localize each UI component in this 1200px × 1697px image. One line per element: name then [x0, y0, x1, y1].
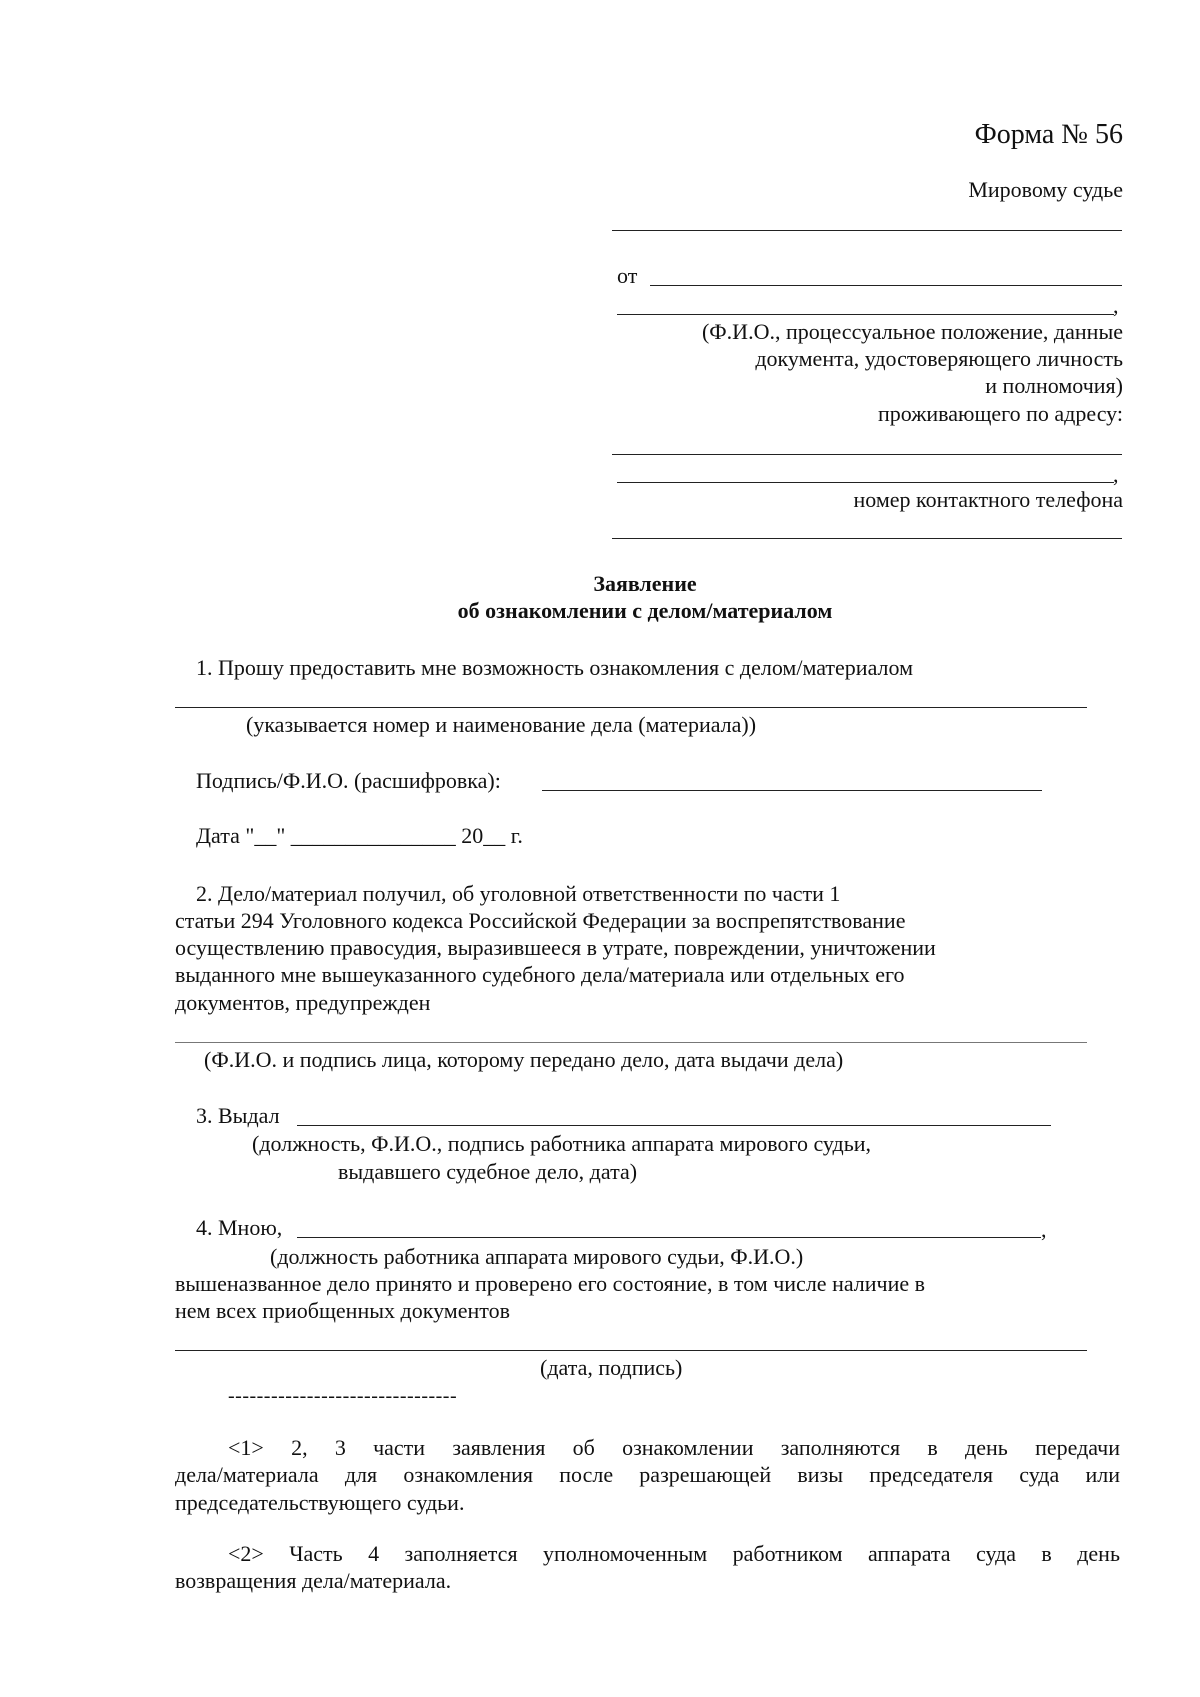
section1-hint: (указывается номер и наименование дела (материала)) — [246, 712, 757, 737]
section4-sign-hint: (дата, подпись) — [540, 1355, 683, 1380]
footnote-1-line-3: председательствующего судьи. — [175, 1490, 465, 1515]
date-field: Дата "__" _______________ 20__ г. — [196, 823, 523, 848]
section4-hint: (должность работника аппарата мирового судьи, Ф.И.О.) — [270, 1244, 804, 1269]
section1-text: 1. Прошу предоставить мне возможность ознакомления с делом/материалом — [196, 655, 914, 680]
section4-line-2: нем всех приобщенных документов — [175, 1298, 510, 1323]
signature-line — [542, 790, 1042, 791]
from-prefix: от — [617, 263, 638, 288]
section4-line-1: вышеназванное дело принято и проверено его состояние, в том числе наличие в — [175, 1271, 926, 1296]
form-number: Форма № 56 — [974, 119, 1123, 150]
section4-comma: , — [1041, 1217, 1047, 1242]
applicant-hint-2: документа, удостоверяющего личность — [755, 346, 1123, 371]
applicant-hint-1: (Ф.И.О., процессуальное положение, данные — [701, 319, 1123, 344]
signature-label: Подпись/Ф.И.О. (расшифровка): — [196, 768, 501, 793]
section2-line-2: статьи 294 Уголовного кодекса Российской Федерации за воспрепятствование — [175, 908, 906, 933]
applicant-comma: , — [1113, 293, 1119, 318]
residence-label: проживающего по адресу: — [877, 401, 1123, 426]
applicant-line-2 — [617, 314, 1114, 315]
section2-line-5: документов, предупрежден — [175, 990, 431, 1015]
section4-label: 4. Мною, — [196, 1215, 283, 1240]
document-title: Заявление — [593, 571, 697, 596]
date-signature-line — [175, 1350, 1087, 1351]
section2-line-3: осуществлению правосудия, выразившееся в утрате, повреждении, уничтожении — [175, 935, 936, 960]
address-comma: , — [1113, 462, 1119, 487]
footnote-1-line-2: дела/материала для ознакомления после разрешающей визы председателя суда или — [175, 1462, 1120, 1487]
issuer-line — [297, 1125, 1051, 1126]
receiver-line — [297, 1237, 1041, 1238]
section2-line-1: 2. Дело/материал получил, об уголовной ответственности по части 1 — [196, 881, 841, 906]
addressee-label: Мировому судье — [968, 177, 1123, 202]
footnote-separator: -------------------------------- — [228, 1385, 458, 1407]
footnote-1-line-1: <1> 2, 3 части заявления об ознакомлении заполняются в день передачи — [228, 1435, 1120, 1460]
footnote-2-line-1: <2> Часть 4 заполняется уполномоченным работником аппарата суда в день — [228, 1541, 1120, 1566]
document-subtitle: об ознакомлении с делом/материалом — [457, 598, 833, 623]
section3-hint-2: выдавшего судебное дело, дата) — [338, 1159, 638, 1184]
recipient-line — [175, 1042, 1087, 1043]
address-line-2 — [617, 482, 1114, 483]
footnote-2-line-2: возвращения дела/материала. — [175, 1568, 452, 1593]
judge-name-line — [612, 230, 1122, 231]
address-line-1 — [612, 454, 1122, 455]
section3-label: 3. Выдал — [196, 1103, 280, 1128]
phone-label: номер контактного телефона — [853, 487, 1123, 512]
applicant-line-1 — [650, 285, 1122, 286]
case-number-line — [175, 707, 1087, 708]
phone-line — [612, 538, 1122, 539]
section3-hint-1: (должность, Ф.И.О., подпись работника аппарата мирового судьи, — [252, 1131, 872, 1156]
applicant-hint-3: и полномочия) — [985, 373, 1123, 398]
section2-hint: (Ф.И.О. и подпись лица, которому передано дело, дата выдачи дела) — [204, 1047, 844, 1072]
section2-line-4: выданного мне вышеуказанного судебного дела/материала или отдельных его — [175, 962, 905, 987]
